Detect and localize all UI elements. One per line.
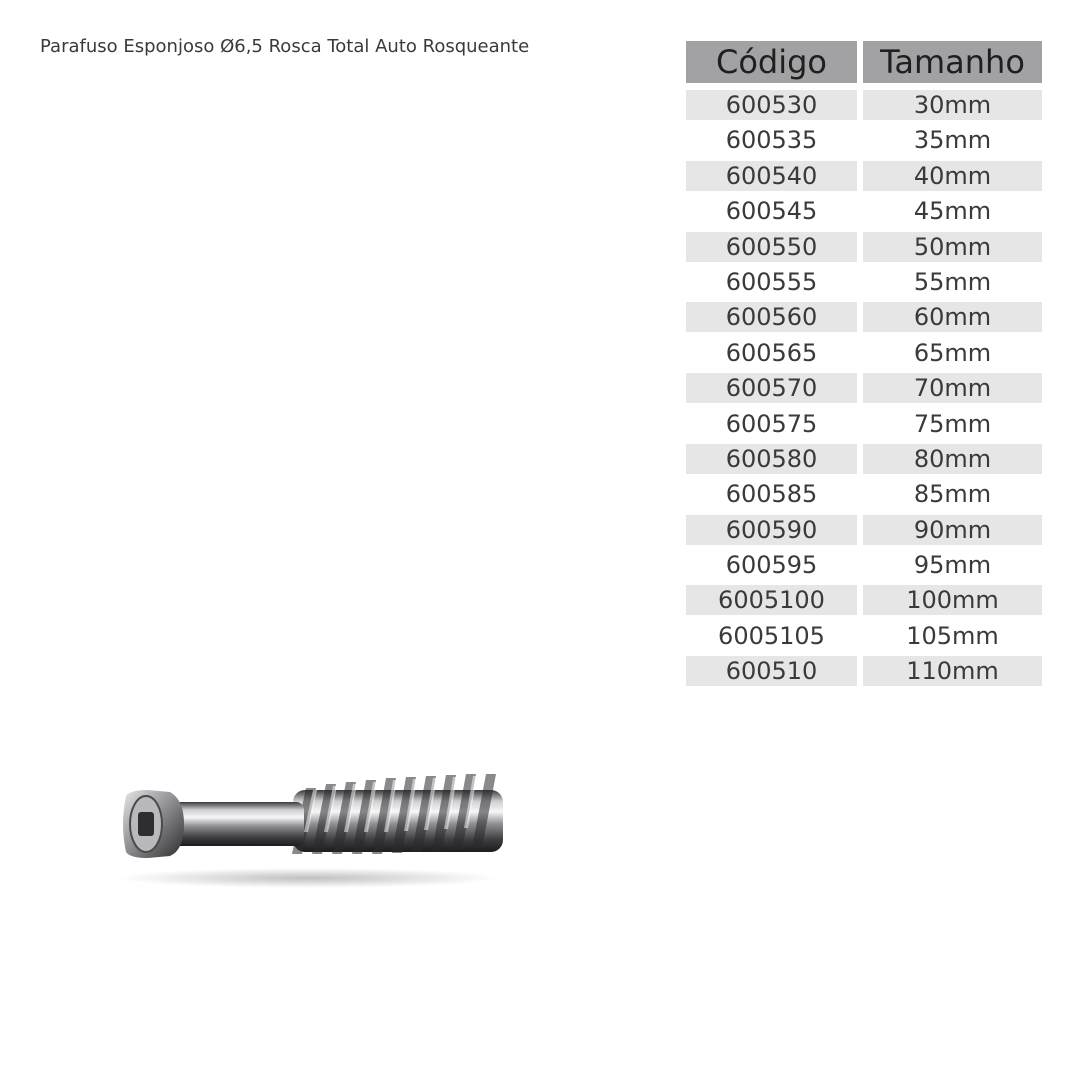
spec-table: [686, 41, 1042, 692]
size-cell: 65mm: [913, 338, 992, 367]
code-cell: 6005100: [686, 585, 857, 615]
size-cell: 55mm: [913, 267, 992, 296]
size-cell: 80mm: [863, 444, 1042, 474]
code-cell: 600570: [686, 373, 857, 403]
size-cell: 50mm: [863, 232, 1042, 262]
table-row: [686, 90, 1042, 120]
table-row: [686, 621, 1042, 651]
table-row: [686, 515, 1042, 545]
table-row: [686, 409, 1042, 439]
code-cell: 600555: [725, 267, 818, 296]
size-cell: 40mm: [863, 161, 1042, 191]
size-cell: 60mm: [863, 302, 1042, 332]
size-cell: 100mm: [863, 585, 1042, 615]
size-cell: 45mm: [913, 197, 992, 226]
table-row: [686, 373, 1042, 403]
size-cell: 110mm: [863, 656, 1042, 686]
code-cell: 600540: [686, 161, 857, 191]
table-row: [686, 267, 1042, 297]
table-row: [686, 585, 1042, 615]
code-cell: 600510: [686, 656, 857, 686]
table-row: [686, 161, 1042, 191]
code-cell: 600535: [725, 126, 818, 155]
bone-screw-image: [108, 760, 518, 900]
table-row: [686, 444, 1042, 474]
table-row: [686, 125, 1042, 155]
table-row: [686, 302, 1042, 332]
size-cell: 90mm: [863, 515, 1042, 545]
code-cell: 600550: [686, 232, 857, 262]
code-cell: 600580: [686, 444, 857, 474]
header-code: Código: [686, 41, 857, 83]
code-cell: 600565: [725, 338, 818, 367]
product-title: Parafuso Esponjoso Ø6,5 Rosca Total Auto Rosqueante: [40, 36, 530, 57]
size-cell: 35mm: [913, 126, 992, 155]
size-cell: 105mm: [906, 621, 999, 650]
size-cell: 95mm: [913, 551, 992, 580]
code-cell: 600590: [686, 515, 857, 545]
size-cell: 85mm: [913, 480, 992, 509]
size-cell: 70mm: [863, 373, 1042, 403]
code-cell: 600560: [686, 302, 857, 332]
code-cell: 600595: [725, 551, 818, 580]
code-cell: 6005105: [718, 621, 825, 650]
size-cell: 75mm: [913, 409, 992, 438]
size-cell: 30mm: [863, 90, 1042, 120]
header-size: Tamanho: [863, 41, 1042, 83]
code-cell: 600585: [725, 480, 818, 509]
code-cell: 600575: [725, 409, 818, 438]
code-cell: 600530: [686, 90, 857, 120]
code-cell: 600545: [725, 197, 818, 226]
table-row: [686, 479, 1042, 509]
table-row: [686, 550, 1042, 580]
table-row: [686, 196, 1042, 226]
table-row: [686, 656, 1042, 686]
table-header: [686, 41, 1042, 83]
table-row: [686, 338, 1042, 368]
table-row: [686, 232, 1042, 262]
